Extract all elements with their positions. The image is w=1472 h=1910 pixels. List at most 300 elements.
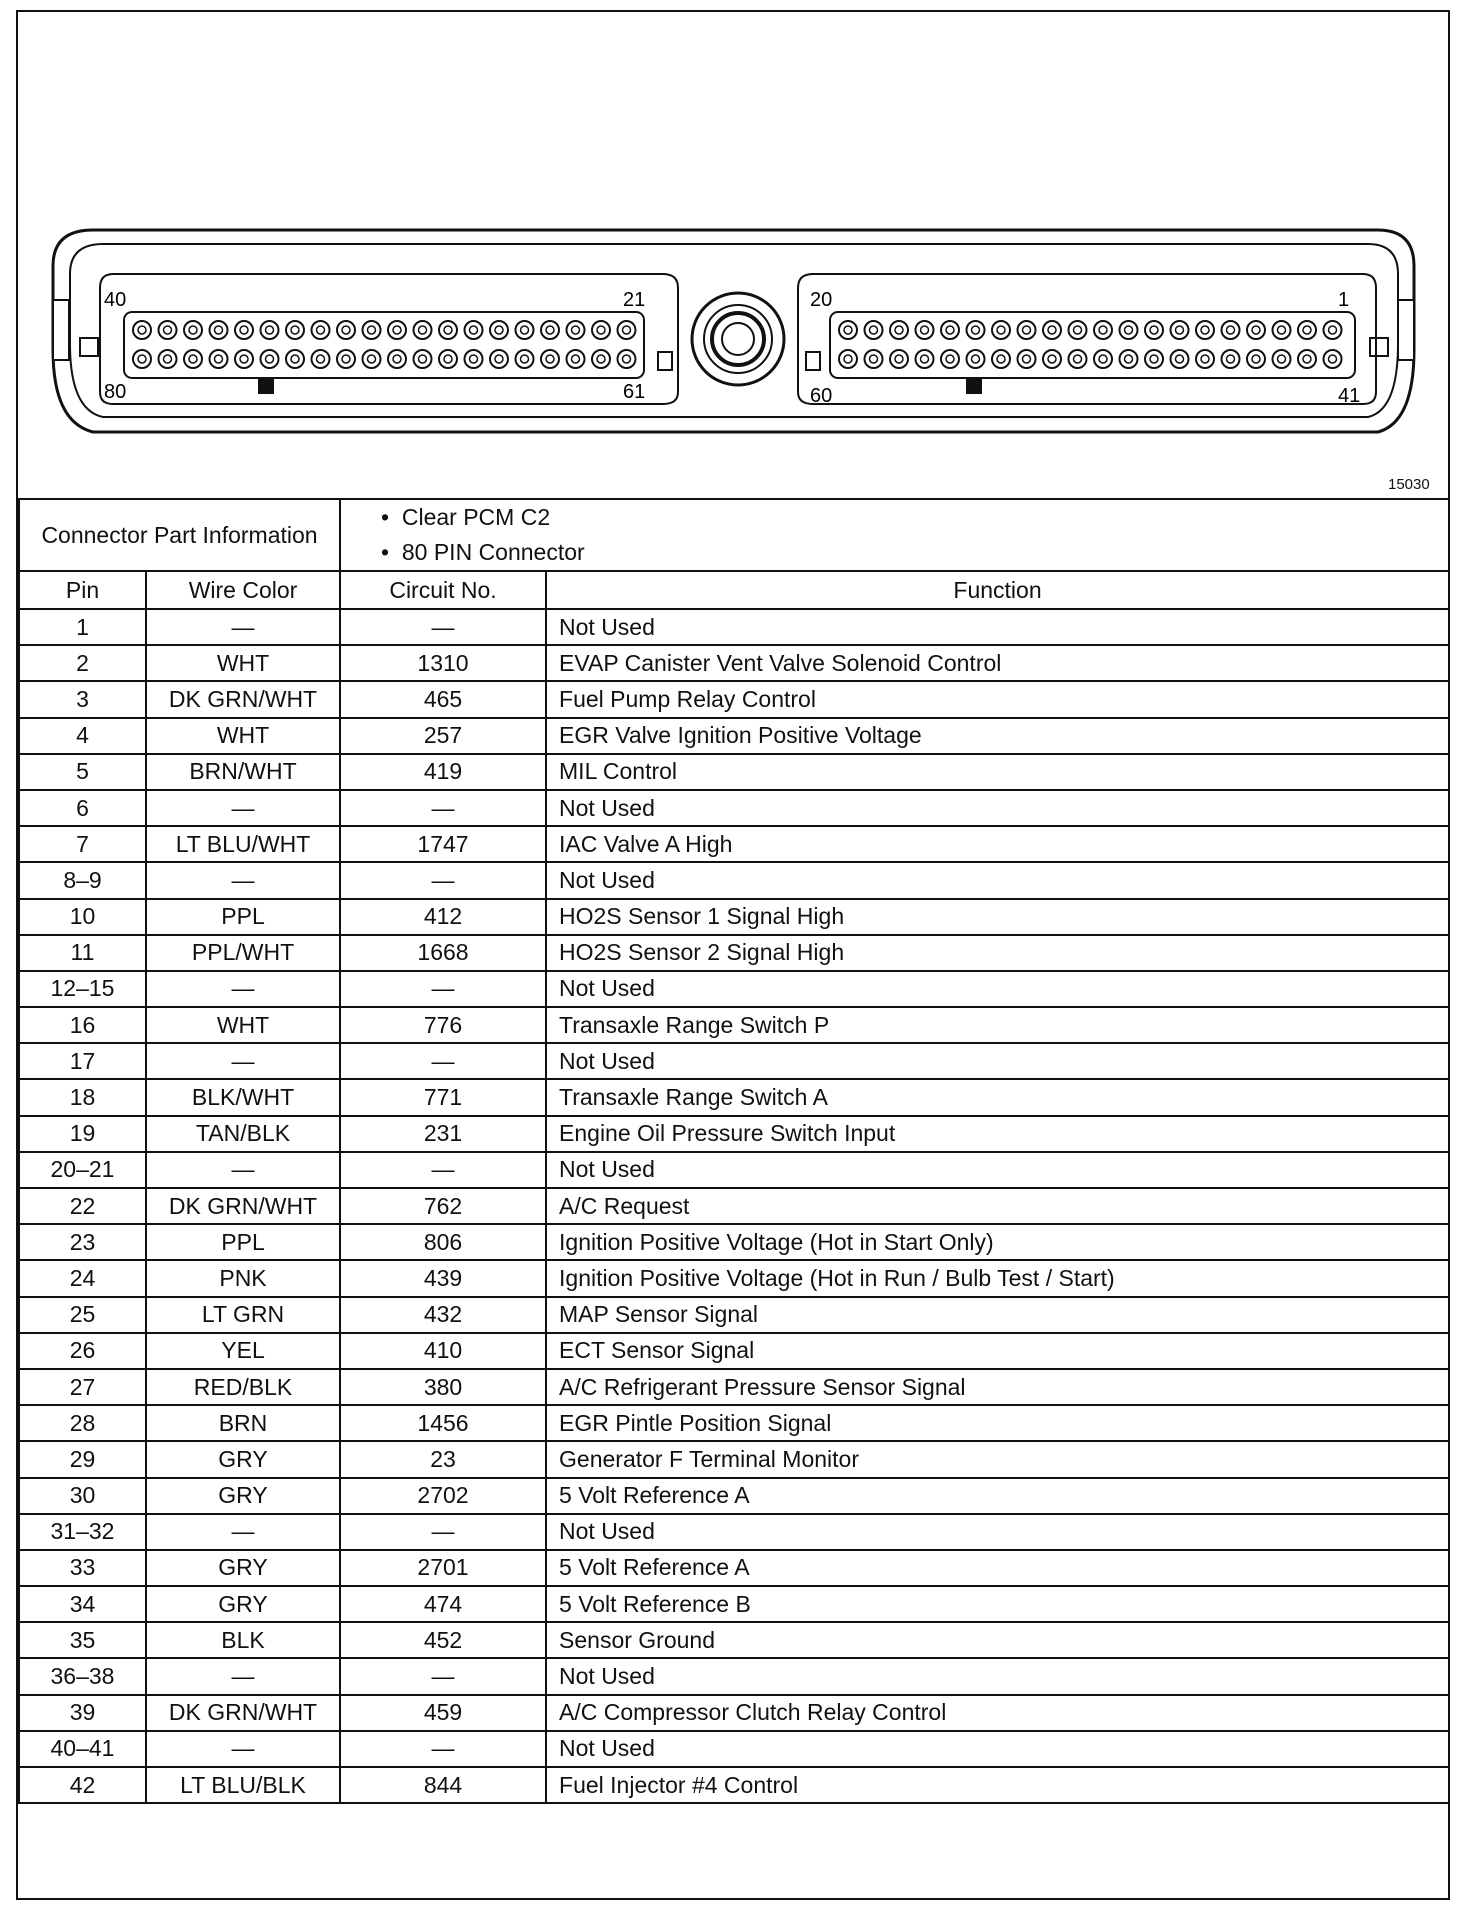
left-pin-terminal-center: [189, 355, 197, 363]
right-pin-terminal: [1247, 321, 1265, 339]
left-pin-terminal-center: [521, 326, 529, 334]
table-row: [19, 1260, 1449, 1296]
table-row: [19, 1007, 1449, 1043]
pin-cell: 42: [19, 1767, 146, 1803]
right-pin-terminal: [967, 321, 985, 339]
function-cell: Transaxle Range Switch A: [546, 1079, 1449, 1115]
wire-color-cell: GRY: [146, 1441, 340, 1477]
wire-color-cell: —: [146, 1514, 340, 1550]
pin-cell: 19: [19, 1116, 146, 1152]
right-pin-terminal-center: [1201, 326, 1209, 334]
left-pin-terminal: [184, 321, 202, 339]
table-row: [19, 1043, 1449, 1079]
left-pin-terminal: [414, 321, 432, 339]
left-pin-terminal: [592, 321, 610, 339]
right-pin-terminal: [992, 321, 1010, 339]
pin-cell: 17: [19, 1043, 146, 1079]
left-pin-terminal-center: [393, 326, 401, 334]
right-pin-terminal-center: [997, 355, 1005, 363]
table-row: [19, 1079, 1449, 1115]
circuit-cell: 23: [340, 1441, 546, 1477]
left-pin-terminal: [567, 321, 585, 339]
table-row: [19, 826, 1449, 862]
center-post-outer: [692, 293, 784, 385]
left-pin-terminal: [541, 350, 559, 368]
circuit-cell: 776: [340, 1007, 546, 1043]
left-key: [80, 338, 98, 356]
right-pin-terminal: [967, 350, 985, 368]
function-cell: MIL Control: [546, 754, 1449, 790]
left-pin-terminal-center: [291, 326, 299, 334]
left-pin-terminal-center: [546, 326, 554, 334]
function-cell: 5 Volt Reference B: [546, 1586, 1449, 1622]
right-pin-terminal: [992, 350, 1010, 368]
left-half-shell: [100, 274, 678, 404]
circuit-cell: —: [340, 609, 546, 645]
wire-color-cell: —: [146, 1731, 340, 1767]
circuit-cell: 419: [340, 754, 546, 790]
circuit-cell: 1456: [340, 1405, 546, 1441]
header-pin: Pin: [19, 571, 146, 609]
right-pin-terminal: [1120, 350, 1138, 368]
table-row: [19, 790, 1449, 826]
circuit-cell: 452: [340, 1622, 546, 1658]
pin-cell: 5: [19, 754, 146, 790]
left-latch: [53, 300, 69, 360]
function-cell: A/C Request: [546, 1188, 1449, 1224]
pin-cell: 20–21: [19, 1152, 146, 1188]
function-cell: Sensor Ground: [546, 1622, 1449, 1658]
right-pin-terminal: [916, 350, 934, 368]
figure-number: 15030: [1388, 476, 1430, 493]
table-row: [19, 1695, 1449, 1731]
left-pin-terminal-center: [572, 326, 580, 334]
function-cell: Ignition Positive Voltage (Hot in Start Only): [546, 1224, 1449, 1260]
right-pin-terminal-center: [997, 326, 1005, 334]
pin-cell: 23: [19, 1224, 146, 1260]
function-cell: Fuel Injector #4 Control: [546, 1767, 1449, 1803]
right-pin-terminal: [1324, 321, 1342, 339]
left-pin-terminal: [618, 321, 636, 339]
right-pin-terminal: [1196, 321, 1214, 339]
right-pin-terminal-center: [895, 326, 903, 334]
left-pin-terminal-center: [240, 326, 248, 334]
wire-color-cell: RED/BLK: [146, 1369, 340, 1405]
left-pin-terminal-center: [546, 355, 554, 363]
left-pin-terminal-center: [317, 355, 325, 363]
right-pin-terminal-center: [1329, 355, 1337, 363]
right-pin-terminal-center: [1074, 326, 1082, 334]
table-row: [19, 1405, 1449, 1441]
table-row: [19, 1116, 1449, 1152]
left-pin-terminal: [261, 321, 279, 339]
pinout-table: [18, 498, 1450, 1804]
table-row: [19, 718, 1449, 754]
function-cell: Not Used: [546, 1658, 1449, 1694]
left-pin-terminal-center: [164, 355, 172, 363]
left-pin-terminal: [567, 350, 585, 368]
left-pin-terminal-center: [444, 326, 452, 334]
right-pin-terminal-center: [1099, 355, 1107, 363]
right-pin-terminal-center: [1048, 326, 1056, 334]
pin-cell: 36–38: [19, 1658, 146, 1694]
circuit-cell: 1310: [340, 645, 546, 681]
pin-cell: 25: [19, 1297, 146, 1333]
pin-cell: 30: [19, 1478, 146, 1514]
wire-color-cell: WHT: [146, 1007, 340, 1043]
pin-label-80: 80: [104, 381, 127, 403]
right-pin-terminal-center: [1023, 326, 1031, 334]
wire-color-cell: DK GRN/WHT: [146, 681, 340, 717]
right-pin-terminal: [1222, 321, 1240, 339]
right-pin-terminal-center: [1278, 326, 1286, 334]
right-pin-terminal: [1171, 350, 1189, 368]
function-cell: MAP Sensor Signal: [546, 1297, 1449, 1333]
left-pin-terminal: [439, 350, 457, 368]
right-pin-terminal: [1324, 350, 1342, 368]
circuit-cell: 474: [340, 1586, 546, 1622]
left-pin-terminal-center: [419, 355, 427, 363]
center-post-ring: [704, 305, 772, 373]
circuit-cell: 2702: [340, 1478, 546, 1514]
left-pin-terminal-center: [623, 355, 631, 363]
function-cell: HO2S Sensor 1 Signal High: [546, 899, 1449, 935]
table-row: [19, 1369, 1449, 1405]
header-wire-color: Wire Color: [146, 571, 340, 609]
right-pin-terminal-center: [1176, 355, 1184, 363]
left-pin-terminal: [159, 350, 177, 368]
right-pin-terminal: [1069, 321, 1087, 339]
right-pin-terminal: [941, 350, 959, 368]
wire-color-cell: PPL/WHT: [146, 935, 340, 971]
wire-color-cell: PPL: [146, 899, 340, 935]
right-pin-terminal-center: [895, 355, 903, 363]
header-circuit: Circuit No.: [340, 571, 546, 609]
wire-color-cell: —: [146, 1152, 340, 1188]
left-pin-terminal: [133, 350, 151, 368]
right-pin-terminal-center: [1329, 326, 1337, 334]
connector-info-values: [340, 499, 1449, 571]
header-function: Function: [546, 571, 1449, 609]
left-pin-terminal-center: [317, 326, 325, 334]
right-pin-terminal-center: [844, 355, 852, 363]
pin-label-20: 20: [810, 289, 833, 311]
right-pin-terminal: [1247, 350, 1265, 368]
circuit-cell: —: [340, 1043, 546, 1079]
left-pin-terminal-center: [597, 355, 605, 363]
left-pin-terminal: [235, 350, 253, 368]
function-cell: EGR Valve Ignition Positive Voltage: [546, 718, 1449, 754]
left-pin-grid: [133, 321, 636, 368]
pin-cell: 8–9: [19, 862, 146, 898]
right-pin-terminal-center: [1252, 355, 1260, 363]
right-polarity-mark: [966, 378, 982, 394]
document-page: [16, 10, 1450, 1900]
wire-color-cell: —: [146, 971, 340, 1007]
center-post-bore: [722, 323, 754, 355]
function-cell: ECT Sensor Signal: [546, 1333, 1449, 1369]
right-pin-terminal-center: [921, 326, 929, 334]
pin-cell: 16: [19, 1007, 146, 1043]
left-pin-terminal-center: [266, 355, 274, 363]
wire-color-cell: GRY: [146, 1478, 340, 1514]
table-row: [19, 1297, 1449, 1333]
function-cell: Not Used: [546, 1043, 1449, 1079]
circuit-cell: 459: [340, 1695, 546, 1731]
left-pin-terminal-center: [240, 355, 248, 363]
right-pin-terminal-center: [1201, 355, 1209, 363]
right-pin-terminal: [1018, 321, 1036, 339]
pin-cell: 29: [19, 1441, 146, 1477]
function-cell: HO2S Sensor 2 Signal High: [546, 935, 1449, 971]
right-pin-terminal: [839, 321, 857, 339]
circuit-cell: 762: [340, 1188, 546, 1224]
left-pin-terminal: [388, 321, 406, 339]
right-half-shell: [798, 274, 1376, 404]
table-row: [19, 1188, 1449, 1224]
right-pin-terminal-center: [972, 355, 980, 363]
right-pin-terminal-center: [1023, 355, 1031, 363]
left-pin-terminal: [235, 321, 253, 339]
function-cell: Not Used: [546, 1514, 1449, 1550]
right-pin-terminal: [1120, 321, 1138, 339]
table-row: [19, 1333, 1449, 1369]
left-pin-terminal: [159, 321, 177, 339]
function-cell: Transaxle Range Switch P: [546, 1007, 1449, 1043]
circuit-cell: 432: [340, 1297, 546, 1333]
right-pin-terminal-center: [1125, 355, 1133, 363]
right-pin-terminal: [941, 321, 959, 339]
table-row: [19, 862, 1449, 898]
right-pin-terminal: [916, 321, 934, 339]
right-pin-terminal-center: [1303, 326, 1311, 334]
wire-color-cell: LT BLU/BLK: [146, 1767, 340, 1803]
circuit-cell: 380: [340, 1369, 546, 1405]
left-pin-terminal: [388, 350, 406, 368]
right-pin-terminal: [1145, 321, 1163, 339]
function-cell: Not Used: [546, 790, 1449, 826]
left-polarity-mark: [258, 378, 274, 394]
right-pin-terminal: [1298, 321, 1316, 339]
right-pin-terminal-center: [1303, 355, 1311, 363]
left-pin-terminal: [261, 350, 279, 368]
right-pin-terminal-center: [870, 355, 878, 363]
wire-color-cell: BLK: [146, 1622, 340, 1658]
wire-color-cell: WHT: [146, 718, 340, 754]
connector-info-row: [19, 499, 1449, 571]
pin-label-60: 60: [810, 385, 833, 407]
circuit-cell: 1668: [340, 935, 546, 971]
circuit-cell: —: [340, 1514, 546, 1550]
circuit-cell: 465: [340, 681, 546, 717]
table-row: [19, 971, 1449, 1007]
function-cell: Not Used: [546, 1152, 1449, 1188]
table-row: [19, 1514, 1449, 1550]
left-pin-terminal-center: [470, 355, 478, 363]
function-cell: Generator F Terminal Monitor: [546, 1441, 1449, 1477]
pin-label-61: 61: [623, 381, 646, 403]
right-pin-terminal: [1043, 321, 1061, 339]
center-post-ring2: [712, 313, 764, 365]
wire-color-cell: GRY: [146, 1550, 340, 1586]
function-cell: 5 Volt Reference A: [546, 1478, 1449, 1514]
left-pin-terminal-center: [266, 326, 274, 334]
right-pin-terminal: [1222, 350, 1240, 368]
wire-color-cell: BRN/WHT: [146, 754, 340, 790]
table-row: [19, 1622, 1449, 1658]
wire-color-cell: GRY: [146, 1586, 340, 1622]
right-pin-terminal: [1094, 350, 1112, 368]
right-pin-terminal-center: [946, 326, 954, 334]
function-cell: EVAP Canister Vent Valve Solenoid Control: [546, 645, 1449, 681]
function-cell: Ignition Positive Voltage (Hot in Run / Bulb Test / Start): [546, 1260, 1449, 1296]
left-pin-terminal-center: [623, 326, 631, 334]
pin-cell: 40–41: [19, 1731, 146, 1767]
circuit-cell: 257: [340, 718, 546, 754]
circuit-cell: 806: [340, 1224, 546, 1260]
right-key: [1370, 338, 1388, 356]
pin-cell: 28: [19, 1405, 146, 1441]
table-row: [19, 1441, 1449, 1477]
function-cell: Not Used: [546, 971, 1449, 1007]
right-pin-terminal: [1069, 350, 1087, 368]
left-pin-terminal: [465, 321, 483, 339]
circuit-cell: —: [340, 1731, 546, 1767]
pin-cell: 3: [19, 681, 146, 717]
pin-cell: 35: [19, 1622, 146, 1658]
left-pin-terminal: [337, 321, 355, 339]
wire-color-cell: —: [146, 1658, 340, 1694]
wire-color-cell: PPL: [146, 1224, 340, 1260]
left-pin-terminal: [490, 321, 508, 339]
connector-info-item: • 80 PIN Connector: [381, 539, 585, 565]
right-pin-terminal: [1043, 350, 1061, 368]
left-pin-terminal: [363, 350, 381, 368]
pin-label-40: 40: [104, 289, 127, 311]
circuit-cell: —: [340, 1658, 546, 1694]
circuit-cell: 2701: [340, 1550, 546, 1586]
left-pin-terminal: [618, 350, 636, 368]
left-pin-terminal-center: [368, 355, 376, 363]
right-pin-terminal: [839, 350, 857, 368]
circuit-cell: 771: [340, 1079, 546, 1115]
left-pin-block: [124, 312, 644, 378]
left-pin-terminal: [210, 321, 228, 339]
function-cell: Engine Oil Pressure Switch Input: [546, 1116, 1449, 1152]
left-pin-terminal-center: [419, 326, 427, 334]
left-pin-terminal: [210, 350, 228, 368]
right-pin-terminal: [1094, 321, 1112, 339]
wire-color-cell: —: [146, 1043, 340, 1079]
circuit-cell: 844: [340, 1767, 546, 1803]
circuit-cell: —: [340, 790, 546, 826]
right-pin-terminal: [890, 321, 908, 339]
left-pin-terminal: [312, 321, 330, 339]
function-cell: Not Used: [546, 1731, 1449, 1767]
right-pin-terminal: [890, 350, 908, 368]
table-row: [19, 1550, 1449, 1586]
left-pin-terminal-center: [597, 326, 605, 334]
right-pin-terminal-center: [1048, 355, 1056, 363]
circuit-cell: 412: [340, 899, 546, 935]
pin-cell: 2: [19, 645, 146, 681]
wire-color-cell: —: [146, 790, 340, 826]
pin-cell: 7: [19, 826, 146, 862]
left-pin-terminal: [490, 350, 508, 368]
right-pin-terminal-center: [844, 326, 852, 334]
left-pin-terminal: [312, 350, 330, 368]
right-pin-terminal: [1298, 350, 1316, 368]
right-pin-terminal-center: [1150, 326, 1158, 334]
left-pin-terminal: [363, 321, 381, 339]
function-cell: Not Used: [546, 609, 1449, 645]
pin-label-41: 41: [1338, 385, 1361, 407]
right-pin-terminal-center: [1176, 326, 1184, 334]
wire-color-cell: DK GRN/WHT: [146, 1188, 340, 1224]
pin-cell: 6: [19, 790, 146, 826]
wire-color-cell: —: [146, 609, 340, 645]
circuit-cell: —: [340, 1152, 546, 1188]
pin-cell: 26: [19, 1333, 146, 1369]
connector-drawing: [18, 12, 1448, 498]
function-cell: A/C Refrigerant Pressure Sensor Signal: [546, 1369, 1449, 1405]
table-row: [19, 1658, 1449, 1694]
table-row: [19, 1478, 1449, 1514]
left-pin-terminal: [541, 321, 559, 339]
left-pin-terminal-center: [342, 355, 350, 363]
right-pin-terminal-center: [972, 326, 980, 334]
function-cell: IAC Valve A High: [546, 826, 1449, 862]
right-pin-terminal-center: [870, 326, 878, 334]
circuit-cell: 1747: [340, 826, 546, 862]
table-row: [19, 1152, 1449, 1188]
connector-info-label: Connector Part Information: [19, 499, 340, 571]
right-pin-terminal-center: [1227, 355, 1235, 363]
right-pin-terminal-center: [1150, 355, 1158, 363]
table-row: [19, 1586, 1449, 1622]
circuit-cell: 410: [340, 1333, 546, 1369]
connector-info-item: • Clear PCM C2: [381, 504, 551, 530]
table-row: [19, 1767, 1449, 1803]
table-header-row: [19, 571, 1449, 609]
right-pin-terminal: [1018, 350, 1036, 368]
wire-color-cell: BRN: [146, 1405, 340, 1441]
right-pin-terminal-center: [1074, 355, 1082, 363]
right-pin-terminal-center: [921, 355, 929, 363]
left-pin-terminal: [184, 350, 202, 368]
left-pin-terminal-center: [215, 355, 223, 363]
function-cell: Not Used: [546, 862, 1449, 898]
wire-color-cell: DK GRN/WHT: [146, 1695, 340, 1731]
left-pin-terminal: [414, 350, 432, 368]
table-row: [19, 754, 1449, 790]
table-row: [19, 935, 1449, 971]
pin-cell: 12–15: [19, 971, 146, 1007]
function-cell: 5 Volt Reference A: [546, 1550, 1449, 1586]
table-row: [19, 1731, 1449, 1767]
pin-cell: 34: [19, 1586, 146, 1622]
right-pin-grid: [839, 321, 1342, 368]
left-pin-terminal-center: [393, 355, 401, 363]
pin-cell: 10: [19, 899, 146, 935]
function-cell: A/C Compressor Clutch Relay Control: [546, 1695, 1449, 1731]
right-pin-terminal-center: [1227, 326, 1235, 334]
right-pin-terminal: [1273, 350, 1291, 368]
circuit-cell: —: [340, 862, 546, 898]
wire-color-cell: BLK/WHT: [146, 1079, 340, 1115]
table-row: [19, 609, 1449, 645]
left-pin-terminal-center: [368, 326, 376, 334]
